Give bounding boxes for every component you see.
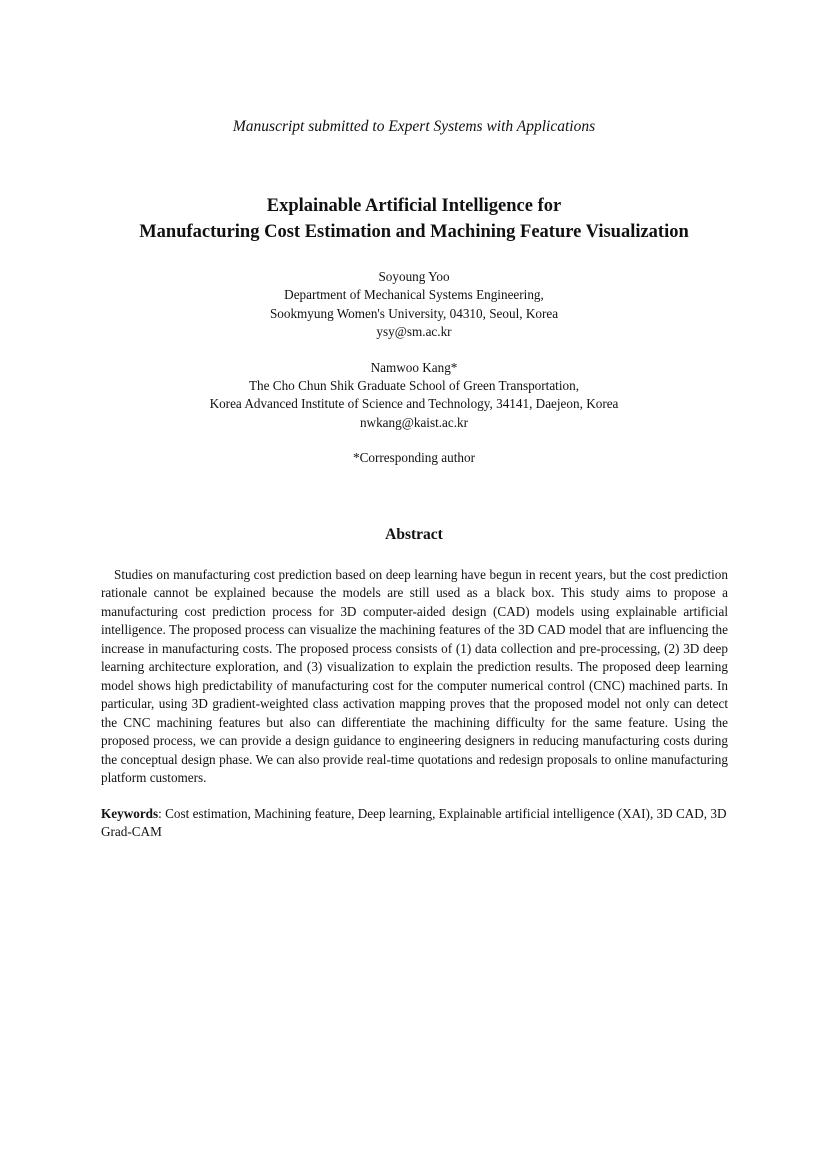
title-line-1: Explainable Artificial Intelligence for <box>266 196 562 216</box>
author-name: Namwoo Kang* <box>370 359 458 375</box>
keywords-text: : Cost estimation, Machining feature, Deep learning, Explainable artificial intelligence (XAI), 3D CAD, 3D Grad-CAM <box>101 806 727 840</box>
author-affiliation: Korea Advanced Institute of Science and Technology, 34141, Daejeon, Korea <box>209 396 619 412</box>
author-email: nwkang@kaist.ac.kr <box>359 414 469 430</box>
author-list <box>0 268 828 468</box>
author-block <box>0 359 828 433</box>
author-name: Soyoung Yoo <box>378 269 450 284</box>
abstract-body: Studies on manufacturing cost prediction based on deep learning have begun in recent years, but the cost prediction rationale cannot be explained because the models are still used as a black box. This study aims to propose a manufacturing cost prediction process for 3D computer-aided design (CAD) models using explainable artificial intelligence. The proposed process can visualize the machining features of the 3D CAD model that are influencing the increase in manufacturing costs. The proposed process consists of (1) data collection and pre-processing, (2) 3D deep learning architecture exploration, and (3) visualization to explain the prediction results. The proposed deep learning model shows high predictability of manufacturing cost for the computer numerical control (CNC) machined parts. In particular, using 3D gradient-weighted class activation mapping proves that the proposed model not only can detect the CNC machining features but also can differentiate the machining difficulty for the same feature. Using the proposed process, we can provide a design guidance to engineering designers in reducing manufacturing costs during the conceptual design phase. We can also provide real-time quotations and redesign proposals to online manufacturing platform customers. <box>101 567 728 785</box>
author-affiliation: The Cho Chun Shik Graduate School of Green Transportation, <box>248 378 579 394</box>
author-email: ysy@sm.ac.kr <box>376 324 452 340</box>
keywords <box>101 805 735 842</box>
manuscript-note: Manuscript submitted to Expert Systems with Applications <box>232 118 596 135</box>
paper-title <box>0 193 828 245</box>
author-affiliation: Department of Mechanical Systems Engineering, <box>284 287 544 303</box>
author-block <box>0 268 828 342</box>
corresponding-author-note: *Corresponding author <box>353 450 475 466</box>
title-line-2: Manufacturing Cost Estimation and Machining Feature Visualization <box>139 222 689 242</box>
keywords-label: Keywords <box>101 806 159 821</box>
author-affiliation: Sookmyung Women's University, 04310, Seoul, Korea <box>269 305 559 321</box>
abstract-heading: Abstract <box>385 526 443 543</box>
